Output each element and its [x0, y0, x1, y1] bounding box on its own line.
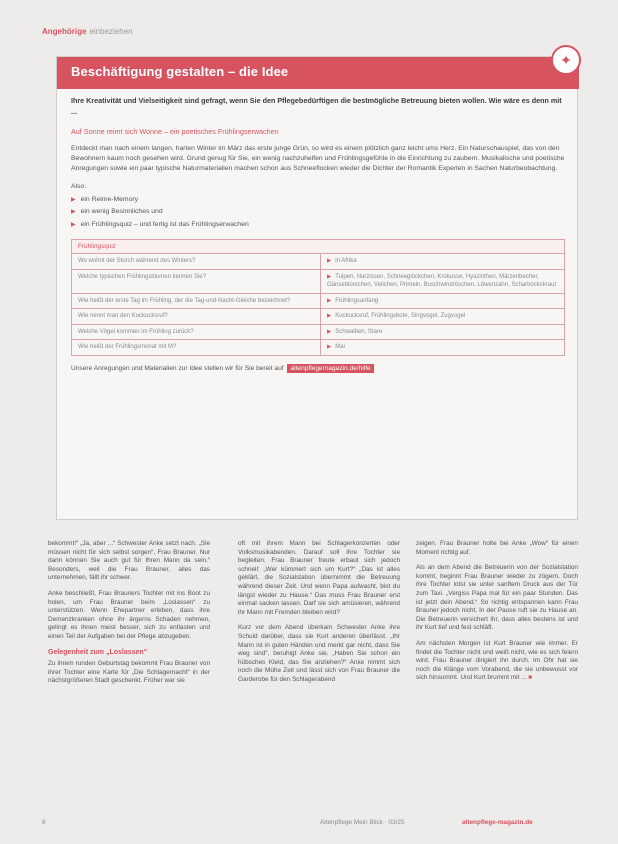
article-column-3: [416, 540, 578, 690]
article-paragraph: Als an dem Abend die Betreuerin von der Sozialstation kommt, beginnt Frau Brauner wieder zu zögern. Doch ihre Tochter lotst sie unter sanftem Druck aus der Tür zum Taxi. „Vergiss Papa mal für ein paar Stunden. Das ist jetzt dein Abend.“ So richtig entspannen kann Frau Brauner jedoch nicht. In der Pause ruft sie zu Hause an. Die Betreuerin versichert ihr, dass alles bestens ist und ihr Kurt tief und fest schläft.: [416, 564, 578, 632]
arrow-right-icon: ▶: [327, 344, 332, 351]
list-item: ▶ ein Reime-Memory: [71, 195, 139, 203]
idea-steps: [71, 194, 565, 232]
magazine-url[interactable]: altenpflege-magazin.de: [462, 819, 533, 826]
table-row: Welche typischen Frühlingsblumen kennen Sie? ▶ Tulpen, Narzissen, Schneeglöckchen, Krokusse, Hyazinthen, Märzenbecher, Gänseblümchen, Veilchen, Primeln, Buschwindröschen, Löwenzahn, Scharbockskraut: [72, 269, 565, 293]
table-row: Wie nennt man den Kuckucksruf? ▶ Kuckucksruf, Frühlingsbote, Singvogel, Zugvogel: [72, 309, 565, 325]
idea-box-body: [71, 95, 565, 372]
article-paragraph: Zu ihrem runden Geburtstag bekommt Frau Brauner von ihrer Tochter eine Karte für „Die Schlagernacht“ in der nächstgrößeren Stadt geschenkt. Früher war sie: [48, 660, 210, 685]
quiz-table: [71, 239, 565, 356]
arrow-right-icon: ▶: [327, 297, 332, 304]
table-row: Welche Vögel kommen im Frühling zurück? ▶ Schwalben, Stare: [72, 324, 565, 340]
article-column-2: [238, 540, 400, 692]
article-paragraph: oft mit ihrem Mann bei Schlagerkonzerten oder Volksmusikabenden. Darauf soll ihre Tochter sie begleiten. Frau Brauner freute erbaut sich jedoch schnell: „Wer kümmert sich um Kurt?“ „Das ist alles geklärt, die Sozialstation übernimmt die Betreuung während dieser Zeit. Und wenn Papa aufwacht, bist du längst wieder zu Hause.“ Das muss Frau Brauner erst einmal sacken lassen. Darf sie sich amüsieren, während ihr Mann mit Fremden bleiben wird?: [238, 540, 400, 616]
quiz-table-header: Frühlingsquiz: [72, 240, 565, 254]
materials-link[interactable]: altenpflegemagazin.de/hilfe: [287, 364, 373, 373]
end-mark: ■: [528, 674, 533, 682]
arrow-right-icon: ▶: [71, 196, 76, 203]
arrow-right-icon: ▶: [71, 209, 76, 216]
article-paragraph: Am nächsten Morgen ist Kurt Brauner wie immer. Er findet die Tochter nicht und weiß nicht, wie es sich feiern wird. Frau Brauner dirigiert ihn durch. Im Ohr hat sie noch die Klänge vom Vorabend, die sie unbewusst vor sich hinsummt. Und Kurt brummt mit ... ■: [416, 639, 578, 682]
idea-box-header: [57, 51, 579, 89]
arrow-right-icon: ▶: [327, 273, 332, 280]
arrow-right-icon: ▶: [327, 328, 332, 335]
article-paragraph: Kurz vor dem Abend überkam Schwester Anke ihre Schuld darüber, dass sie Kurt anderen überlässt. „Ihr Mann ist in guten Händen und merkt gar nicht, dass Sie weg sind“, beruhigt Anke sie. „Haben Sie schon ein hübsches Kleid, das Sie anziehen?“ Anke nimmt sich noch die Mühe Zeit und lässt sich von Frau Brauner die Garderobe für den Schlagerabend: [238, 624, 400, 683]
idea-intro: Ihre Kreativität und Vielseitigkeit sind gefragt, wenn Sie den Pflegebedürftigen die bestmögliche Betreuung bieten wollen. Wie wäre es denn mit ...: [71, 96, 562, 116]
idea-box: [56, 51, 578, 520]
arrow-right-icon: ▶: [327, 313, 332, 320]
lightbulb-icon: ✦: [551, 45, 581, 75]
section-label-main: Angehörige: [42, 27, 87, 36]
list-item: ▶ ein wenig Besinnliches und: [71, 208, 163, 216]
idea-box-title: Beschäftigung gestalten – die Idee: [71, 64, 289, 79]
idea-paragraph: Entdeckt man nach einem langen, harten Winter im März das erste junge Grün, so wird es einem plötzlich ganz leicht ums Herz. Ein Naturschauspiel, das von den Bewohnern kaum noch gesehen wird. Grund genug für Sie, ein wenig nachzuhelfen und Frühlingsgefühle in die Einrichtung zu zaubern. Musikalische und poetische Anregungen sowie ein paar typische Naturmaterialien machen schon aus Schneeflocken wieder die Dichter der Romantik Experten in Sachen Naturbeobachtung.: [71, 145, 565, 173]
idea-also: Also:: [71, 182, 87, 190]
table-row: Wie heißt der erste Tag im Frühling, der die Tag-und-Nacht-Gleiche bezeichnet? ▶ Frühlingsanfang: [72, 293, 565, 309]
page-number: 6: [42, 819, 46, 826]
table-row: Wie heißt der Frühlingsmonat mit M? ▶ Mai: [72, 340, 565, 356]
article-column-1: [48, 540, 210, 693]
idea-subhead: Auf Sonne reimt sich Wonne – ein poetisches Frühlingserwachen: [71, 127, 279, 136]
section-label: [42, 27, 133, 36]
arrow-right-icon: ▶: [327, 258, 332, 265]
arrow-right-icon: ▶: [71, 221, 76, 228]
article-paragraph: Anke beschließt, Frau Brauners Tochter mit ins Boot zu holen, um Frau Brauner beim „Loslassen“ zu unterstützen. Wenn Ehepartner erleben, dass ihre Demenzkranken ohne ihr ärgerns Schaden nehmen, gelingt es ihnen meist besser, sich zu entlasten und einen Teil der Aufgaben bei der Pflege abzugeben.: [48, 589, 210, 640]
magazine-issue: Altenpflege Mein Blick · 03/25: [320, 819, 405, 826]
table-row: Wo wohnt der Storch während des Winters? ▶ in Afrika: [72, 254, 565, 270]
article-subheading: Gelegenheit zum „Loslassen“: [48, 648, 148, 656]
list-item: ▶ ein Frühlingsquiz – und fertig ist das Frühlingserwachen: [71, 220, 249, 228]
article-paragraph: bekommt!“ „Ja, aber ...“ Schwester Anke setzt nach. „Sie müssen nicht für sich selbst sorgen“, Frau Brauner. Nur dann können Sie auch gut für Ihren Mann da sein.“ Besonders, weil die Frau Brauner, alles das unternehmen, fällt ihr schwer.: [48, 540, 210, 582]
article-paragraph: zeigen. Frau Brauner holte bei Anke „Wow“ für einen Moment richtig auf.: [416, 540, 578, 556]
materials-note: Unsere Anregungen und Materialien zur Idee stellen wir für Sie bereit auf altenpflegemagazin.de/hilfe: [71, 365, 565, 372]
section-label-sub: einbeziehen: [89, 27, 133, 36]
